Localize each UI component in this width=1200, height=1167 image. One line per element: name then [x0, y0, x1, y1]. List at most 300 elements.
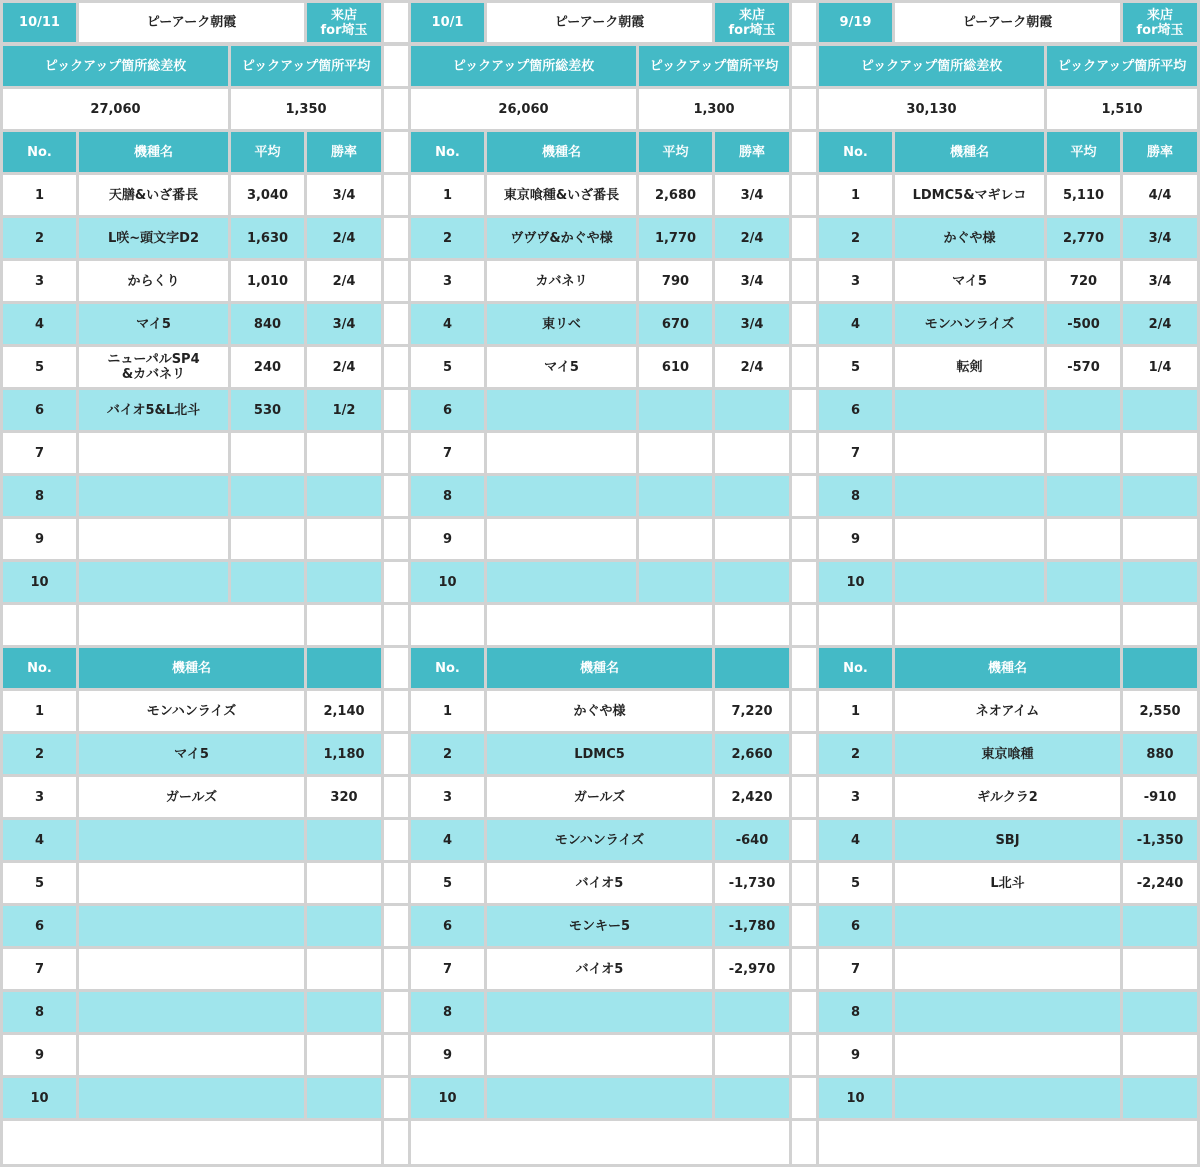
panel-separator: [792, 46, 816, 86]
panel-separator: [792, 347, 816, 387]
machine-name: L咲~頭文字D2: [79, 218, 228, 258]
row-number: 6: [3, 906, 76, 946]
machine-name: 東京喰種&いざ番長: [487, 175, 636, 215]
win-rate: [307, 562, 381, 602]
machine-name: マイ5: [895, 261, 1044, 301]
panel-separator: [792, 1078, 816, 1118]
spacer-cell: [487, 605, 712, 645]
diff-value: -910: [1123, 777, 1197, 817]
date-badge: 10/1: [411, 3, 484, 42]
machine-name: 天膳&いざ番長: [79, 175, 228, 215]
average-value: [639, 390, 712, 430]
row-number: 8: [819, 992, 892, 1032]
machine-name: バイオ5: [487, 949, 712, 989]
machine-name: ガールズ: [487, 777, 712, 817]
machine-name: [487, 519, 636, 559]
win-rate: 3/4: [715, 304, 789, 344]
machine-name: [79, 949, 304, 989]
panel-separator: [792, 132, 816, 172]
panel-separator: [384, 218, 408, 258]
diff-value: -2,240: [1123, 863, 1197, 903]
header-average: 平均: [231, 132, 304, 172]
row-number: 8: [411, 992, 484, 1032]
average-value: 3,040: [231, 175, 304, 215]
diff-value: [1123, 906, 1197, 946]
average-value: 2,680: [639, 175, 712, 215]
spacer-cell: [895, 605, 1120, 645]
machine-name: [895, 906, 1120, 946]
visit-label: 来店 for埼玉: [307, 3, 381, 42]
panel-separator: [384, 691, 408, 731]
footer-blank: [819, 1121, 1197, 1164]
header-no: No.: [819, 648, 892, 688]
row-number: 2: [411, 218, 484, 258]
panel-separator: [384, 132, 408, 172]
row-number: 5: [3, 863, 76, 903]
average-value: [1047, 562, 1120, 602]
win-rate: 3/4: [307, 175, 381, 215]
panel-separator: [384, 46, 408, 86]
diff-value: 880: [1123, 734, 1197, 774]
row-number: 3: [819, 261, 892, 301]
machine-name: [79, 433, 228, 473]
panel-separator: [792, 992, 816, 1032]
row-number: 10: [3, 562, 76, 602]
machine-name: ネオアイム: [895, 691, 1120, 731]
row-number: 5: [411, 863, 484, 903]
panel-separator: [792, 218, 816, 258]
diff-value: -1,780: [715, 906, 789, 946]
panel-separator: [384, 519, 408, 559]
store-name: ピーアーク朝霞: [79, 3, 304, 42]
diff-value: [715, 1035, 789, 1075]
win-rate: 2/4: [715, 347, 789, 387]
date-badge: 10/11: [3, 3, 76, 42]
machine-name: SBJ: [895, 820, 1120, 860]
win-rate: [307, 519, 381, 559]
row-number: 1: [411, 691, 484, 731]
panel-separator: [792, 390, 816, 430]
average-value: [1047, 433, 1120, 473]
machine-name: かぐや様: [487, 691, 712, 731]
panel-separator: [792, 1035, 816, 1075]
machine-name: [79, 562, 228, 602]
row-number: 9: [3, 1035, 76, 1075]
average-value: 1,010: [231, 261, 304, 301]
machine-name: からくり: [79, 261, 228, 301]
total-diff-value: 26,060: [411, 89, 636, 129]
diff-value: [307, 863, 381, 903]
machine-name: [487, 433, 636, 473]
average-value: 610: [639, 347, 712, 387]
panel-separator: [384, 949, 408, 989]
machine-name: カバネリ: [487, 261, 636, 301]
row-number: 6: [411, 390, 484, 430]
average-value: 840: [231, 304, 304, 344]
average-value: [231, 476, 304, 516]
row-number: 6: [819, 390, 892, 430]
average-value: [639, 519, 712, 559]
row-number: 2: [819, 734, 892, 774]
average-value: -500: [1047, 304, 1120, 344]
win-rate: [715, 562, 789, 602]
row-number: 9: [819, 1035, 892, 1075]
machine-name: L北斗: [895, 863, 1120, 903]
average-value: [639, 433, 712, 473]
diff-value: -1,350: [1123, 820, 1197, 860]
diff-value: -640: [715, 820, 789, 860]
total-diff-label: ピックアップ箇所総差枚: [411, 46, 636, 86]
panel-separator: [384, 734, 408, 774]
panel-separator: [792, 562, 816, 602]
header-value: [715, 648, 789, 688]
diff-value: [307, 949, 381, 989]
footer-blank: [411, 1121, 789, 1164]
diff-value: [307, 906, 381, 946]
spacer-cell: [1123, 605, 1197, 645]
panel-separator: [792, 949, 816, 989]
header-no: No.: [411, 648, 484, 688]
machine-name: [79, 863, 304, 903]
row-number: 3: [411, 777, 484, 817]
header-machine-name: 機種名: [487, 648, 712, 688]
panel-separator: [792, 777, 816, 817]
diff-value: [307, 992, 381, 1032]
panel-separator: [384, 347, 408, 387]
machine-name: [487, 992, 712, 1032]
win-rate: 3/4: [307, 304, 381, 344]
row-number: 1: [411, 175, 484, 215]
machine-name: [487, 562, 636, 602]
row-number: 10: [411, 1078, 484, 1118]
row-number: 7: [819, 949, 892, 989]
machine-name: [79, 992, 304, 1032]
row-number: 1: [3, 175, 76, 215]
row-number: 10: [819, 562, 892, 602]
win-rate: 2/4: [307, 347, 381, 387]
machine-name: [895, 390, 1044, 430]
row-number: 5: [819, 347, 892, 387]
diff-value: 1,180: [307, 734, 381, 774]
total-diff-label: ピックアップ箇所総差枚: [3, 46, 228, 86]
win-rate: 3/4: [715, 175, 789, 215]
average-value: [1047, 390, 1120, 430]
diff-value: [715, 992, 789, 1032]
row-number: 8: [3, 992, 76, 1032]
panel-separator: [384, 175, 408, 215]
machine-name: バイオ5: [487, 863, 712, 903]
machine-name: [79, 476, 228, 516]
machine-name: [895, 1035, 1120, 1075]
row-number: 2: [3, 734, 76, 774]
row-number: 9: [411, 1035, 484, 1075]
row-number: 3: [3, 777, 76, 817]
win-rate: 2/4: [1123, 304, 1197, 344]
diff-value: [715, 1078, 789, 1118]
header-machine-name: 機種名: [895, 132, 1044, 172]
row-number: 10: [819, 1078, 892, 1118]
panel-separator: [792, 863, 816, 903]
average-value: [1047, 476, 1120, 516]
win-rate: 1/2: [307, 390, 381, 430]
machine-name: [895, 992, 1120, 1032]
machine-name: [895, 949, 1120, 989]
date-badge: 9/19: [819, 3, 892, 42]
diff-value: [1123, 1078, 1197, 1118]
diff-value: 320: [307, 777, 381, 817]
header-machine-name: 機種名: [487, 132, 636, 172]
panel-separator: [792, 906, 816, 946]
machine-name: モンハンライズ: [79, 691, 304, 731]
panel-separator: [792, 175, 816, 215]
row-number: 5: [819, 863, 892, 903]
total-diff-value: 30,130: [819, 89, 1044, 129]
average-value: 530: [231, 390, 304, 430]
diff-value: [307, 820, 381, 860]
machine-name: ヴヴヴ&かぐや様: [487, 218, 636, 258]
average-value: 5,110: [1047, 175, 1120, 215]
panel-separator: [384, 648, 408, 688]
average-value: [231, 433, 304, 473]
diff-value: [307, 1035, 381, 1075]
header-win-rate: 勝率: [715, 132, 789, 172]
row-number: 8: [3, 476, 76, 516]
spacer-cell: [715, 605, 789, 645]
store-name: ピーアーク朝霞: [487, 3, 712, 42]
header-no: No.: [3, 132, 76, 172]
panel-separator: [792, 691, 816, 731]
visit-label: 来店 for埼玉: [715, 3, 789, 42]
machine-name: LDMC5&マギレコ: [895, 175, 1044, 215]
row-number: 7: [3, 433, 76, 473]
row-number: 10: [411, 562, 484, 602]
machine-name: [895, 519, 1044, 559]
row-number: 5: [411, 347, 484, 387]
row-number: 9: [3, 519, 76, 559]
header-machine-name: 機種名: [79, 648, 304, 688]
header-value: [307, 648, 381, 688]
average-value: 670: [639, 304, 712, 344]
machine-name: [895, 1078, 1120, 1118]
diff-value: 2,550: [1123, 691, 1197, 731]
store-name: ピーアーク朝霞: [895, 3, 1120, 42]
panel-separator: [384, 476, 408, 516]
win-rate: 2/4: [307, 261, 381, 301]
spacer-cell: [411, 605, 484, 645]
panel-separator: [384, 605, 408, 645]
panel-separator: [792, 3, 816, 42]
row-number: 2: [3, 218, 76, 258]
machine-name: ギルクラ2: [895, 777, 1120, 817]
total-diff-label: ピックアップ箇所総差枚: [819, 46, 1044, 86]
diff-value: -1,730: [715, 863, 789, 903]
header-no: No.: [3, 648, 76, 688]
machine-name: LDMC5: [487, 734, 712, 774]
machine-name: ニューパルSP4 &カバネリ: [79, 347, 228, 387]
panel-separator: [384, 906, 408, 946]
row-number: 6: [3, 390, 76, 430]
row-number: 2: [411, 734, 484, 774]
panel-separator: [384, 390, 408, 430]
panel-separator: [792, 433, 816, 473]
visit-label: 来店 for埼玉: [1123, 3, 1197, 42]
row-number: 6: [819, 906, 892, 946]
panel-separator: [792, 820, 816, 860]
average-value: -570: [1047, 347, 1120, 387]
machine-name: [487, 390, 636, 430]
average-label: ピックアップ箇所平均: [1047, 46, 1197, 86]
win-rate: 2/4: [715, 218, 789, 258]
row-number: 4: [3, 304, 76, 344]
diff-value: [307, 1078, 381, 1118]
row-number: 5: [3, 347, 76, 387]
diff-value: 7,220: [715, 691, 789, 731]
win-rate: 2/4: [307, 218, 381, 258]
average-value: 790: [639, 261, 712, 301]
panel-separator: [792, 304, 816, 344]
panel-separator: [792, 1121, 816, 1164]
win-rate: 4/4: [1123, 175, 1197, 215]
panel-separator: [384, 992, 408, 1032]
win-rate: [1123, 390, 1197, 430]
panel-separator: [384, 1078, 408, 1118]
average-value: 1,770: [639, 218, 712, 258]
header-no: No.: [411, 132, 484, 172]
row-number: 1: [819, 175, 892, 215]
machine-name: [487, 1078, 712, 1118]
machine-name: [79, 1035, 304, 1075]
panel-separator: [384, 863, 408, 903]
machine-name: モンハンライズ: [895, 304, 1044, 344]
machine-name: [895, 562, 1044, 602]
machine-name: [895, 433, 1044, 473]
row-number: 2: [819, 218, 892, 258]
machine-name: 東リベ: [487, 304, 636, 344]
diff-value: 2,660: [715, 734, 789, 774]
machine-name: ガールズ: [79, 777, 304, 817]
win-rate: 3/4: [715, 261, 789, 301]
row-number: 3: [819, 777, 892, 817]
panel-separator: [384, 777, 408, 817]
panel-separator: [384, 261, 408, 301]
spacer-cell: [307, 605, 381, 645]
win-rate: [715, 476, 789, 516]
machine-name: バイオ5&L北斗: [79, 390, 228, 430]
panel-separator: [384, 304, 408, 344]
row-number: 8: [411, 476, 484, 516]
average-value: [231, 562, 304, 602]
win-rate: [1123, 433, 1197, 473]
average-value: 1,350: [231, 89, 381, 129]
panel-separator: [792, 519, 816, 559]
average-label: ピックアップ箇所平均: [639, 46, 789, 86]
total-diff-value: 27,060: [3, 89, 228, 129]
panel-separator: [792, 605, 816, 645]
row-number: 7: [411, 949, 484, 989]
row-number: 1: [819, 691, 892, 731]
panel-separator: [384, 1121, 408, 1164]
average-value: [639, 476, 712, 516]
row-number: 7: [411, 433, 484, 473]
panel-separator: [384, 3, 408, 42]
row-number: 3: [3, 261, 76, 301]
diff-value: 2,140: [307, 691, 381, 731]
row-number: 1: [3, 691, 76, 731]
diff-value: [1123, 992, 1197, 1032]
average-value: [639, 562, 712, 602]
machine-name: [895, 476, 1044, 516]
machine-name: [79, 820, 304, 860]
win-rate: 3/4: [1123, 261, 1197, 301]
panel-separator: [792, 89, 816, 129]
machine-name: [487, 1035, 712, 1075]
row-number: 9: [411, 519, 484, 559]
average-value: [231, 519, 304, 559]
row-number: 10: [3, 1078, 76, 1118]
panel-separator: [384, 1035, 408, 1075]
machine-name: マイ5: [487, 347, 636, 387]
machine-name: [79, 1078, 304, 1118]
panel-separator: [792, 734, 816, 774]
panel-separator: [792, 261, 816, 301]
average-value: 2,770: [1047, 218, 1120, 258]
average-value: 720: [1047, 261, 1120, 301]
panel-separator: [384, 562, 408, 602]
header-average: 平均: [639, 132, 712, 172]
machine-name: [79, 519, 228, 559]
panel-separator: [384, 89, 408, 129]
row-number: 4: [819, 820, 892, 860]
machine-name: マイ5: [79, 304, 228, 344]
win-rate: 3/4: [1123, 218, 1197, 258]
diff-value: -2,970: [715, 949, 789, 989]
average-label: ピックアップ箇所平均: [231, 46, 381, 86]
win-rate: [307, 433, 381, 473]
spacer-cell: [819, 605, 892, 645]
header-machine-name: 機種名: [79, 132, 228, 172]
panel-separator: [792, 648, 816, 688]
row-number: 4: [3, 820, 76, 860]
machine-name: [487, 476, 636, 516]
average-value: 1,630: [231, 218, 304, 258]
row-number: 7: [819, 433, 892, 473]
diff-value: 2,420: [715, 777, 789, 817]
machine-name: 東京喰種: [895, 734, 1120, 774]
win-rate: [715, 390, 789, 430]
machine-name: モンキー5: [487, 906, 712, 946]
header-win-rate: 勝率: [1123, 132, 1197, 172]
row-number: 7: [3, 949, 76, 989]
spacer-cell: [3, 605, 76, 645]
header-average: 平均: [1047, 132, 1120, 172]
win-rate: [715, 433, 789, 473]
average-value: 1,300: [639, 89, 789, 129]
win-rate: [715, 519, 789, 559]
win-rate: [1123, 562, 1197, 602]
win-rate: [1123, 519, 1197, 559]
diff-value: [1123, 1035, 1197, 1075]
row-number: 9: [819, 519, 892, 559]
header-machine-name: 機種名: [895, 648, 1120, 688]
header-no: No.: [819, 132, 892, 172]
row-number: 4: [411, 820, 484, 860]
machine-name: かぐや様: [895, 218, 1044, 258]
average-value: 1,510: [1047, 89, 1197, 129]
average-value: [1047, 519, 1120, 559]
win-rate: [1123, 476, 1197, 516]
header-value: [1123, 648, 1197, 688]
row-number: 4: [411, 304, 484, 344]
